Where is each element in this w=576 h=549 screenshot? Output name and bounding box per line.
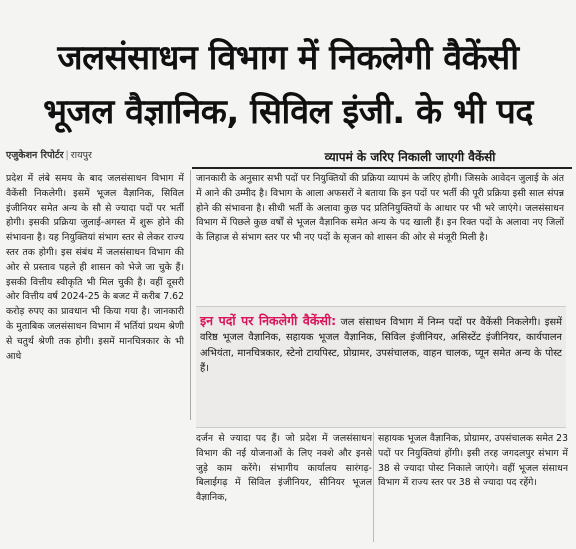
article-column-2-top	[196, 172, 564, 306]
byline-reporter: एजुकेशन रिपोर्टर	[6, 150, 64, 161]
vacancy-box	[196, 306, 566, 428]
column-3-bottom-text: सहायक भूजल वैज्ञानिक, प्रोग्रामर, उपसंचालक समेत 23 पदों पर नियुक्तियां होंगी। इसी तरह जगदलपुर संभाग में 38 से ज्यादा पोस्ट निकाले जाएंगे। वहीं भूजल संसाधन विभाग में राज्य स्तर पर 38 से ज्यादा पद रहेंगे।	[378, 433, 568, 489]
article-column-1	[6, 172, 184, 544]
kicker: व्यापमं के जरिए निकाली जाएगी वैकेंसी	[324, 150, 496, 164]
article-column-3-bottom	[378, 432, 568, 544]
vacancy-box-text: जल संसाधन विभाग में निम्न पदों पर वैकेंसी निकलेगी। इसमें वरिष्ठ भूजल वैज्ञानिक, सहायक भूजल वैज्ञानिक, सिविल इंजीनियर, असिस्टेंट इंजीनियर, कार्यपालन अभियंता, मानचित्रकार, स्टेनो टायपिस्ट, प्रोग्रामर, उपसंचालक, वाहन चालक, प्यून समेत अन्य के पोस्ट हैं।	[200, 317, 563, 375]
kicker-rule	[192, 167, 572, 169]
headline-line-2: भूजल वैज्ञानिक, सिविल इंजी. के भी पद	[43, 92, 533, 132]
headline-line-1: जलसंसाधन विभाग में निकलेगी वैकेंसी	[57, 38, 519, 78]
byline	[6, 148, 92, 161]
vacancy-box-highlight: इन पदों पर निकलेगी वैकेंसी:	[200, 313, 337, 328]
column-2-bottom-text: दर्जन से ज्यादा पद हैं। जो प्रदेश में जलसंसाधन विभाग की नई योजनाओं के लिए नक्शे और इनसे जुड़े काम करेंगे। संभागीय कार्यालय सारंगढ़-बिलाईगढ़ में सिविल इंजीनियर, सीनियर भूजल वैज्ञानिक,	[196, 433, 372, 504]
byline-separator: |	[65, 150, 69, 161]
column-2-top-text: जानकारी के अनुसार सभी पदों पर नियुक्तियों की प्रक्रिया व्यापमं के जरिए होगी। जिसके आवेदन जुलाई के अंत में आने की उम्मीद है। विभाग के आला अफसरों ने बताया कि इन पदों पर भर्ती की पूरी प्रक्रिया इसी साल संपन्न होने की संभावना है। सीधी भर्ती के अलावा कुछ पद प्रतिनियुक्तियों के आधार पर भी भरे जाएंगे। जलसंसाधन विभाग में पिछले कुछ वर्षों से भूजल वैज्ञानिक समेत अन्य के पद खाली हैं। इन रिक्त पदों के अलावा नए जिलों के लिहाज से संभाग स्तर पर भी नए पदों के सृजन को शासन की ओर से मंजूरी मिली है।	[196, 173, 564, 244]
byline-city: रायपुर	[70, 150, 92, 161]
column-divider	[190, 170, 191, 420]
column-divider-bottom	[373, 432, 374, 542]
article-column-2-bottom	[196, 432, 372, 544]
column-1-text: प्रदेश में लंबे समय के बाद जलसंसाधन विभाग में वैकेंसी निकलेगी। इसमें भूजल वैज्ञानिक, सिविल इंजीनियर समेत अन्य के सौ से ज्यादा पदों पर भर्ती होगी। इसकी प्रक्रिया जुलाई-अगस्त में शुरू होने की संभावना है। यह नियुक्तियां संभाग स्तर से लेकर राज्य स्तर तक होगी। इस संबंध में जलसंसाधन विभाग की ओर से प्रस्ताव पहले ही शासन को भेजे जा चुके हैं। इसकी वित्तीय स्वीकृति भी मिल चुकी है। वहीं दूसरी ओर वित्तीय वर्ष 2024-25 के बजट में करीब 7.62 करोड़ रुपए का प्रावधान भी किया गया है। जानकारी के मुताबिक जलसंसाधन विभाग में भर्तियां प्रथम श्रेणी से चतुर्थ श्रेणी तक होगी। इसमें मानचित्रकार के भी आधे	[6, 173, 184, 362]
